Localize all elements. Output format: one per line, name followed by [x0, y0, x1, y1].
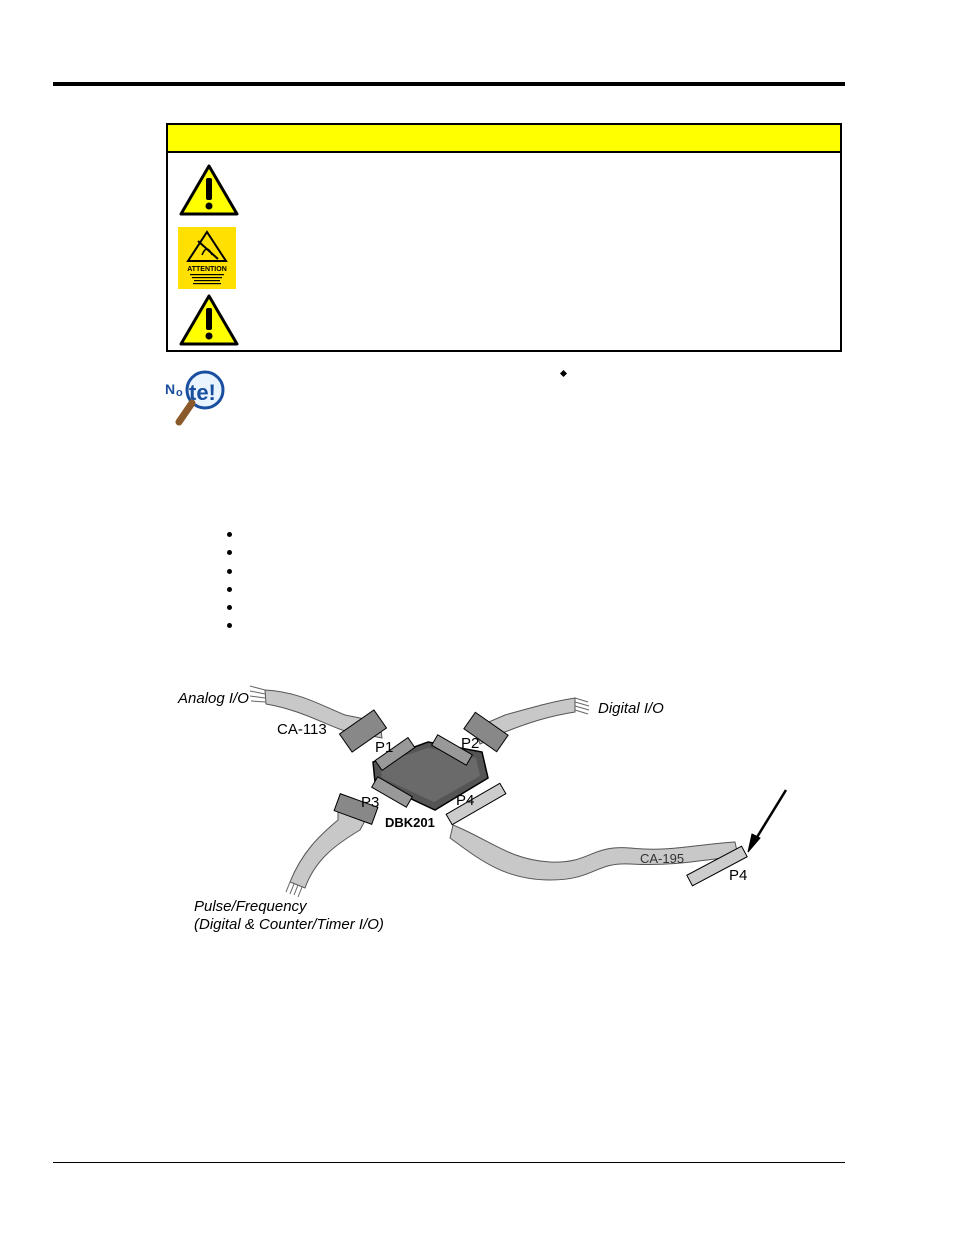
warning-panel [166, 123, 842, 352]
label-analog-io: Analog I/O [178, 690, 249, 707]
label-pulse-sub: (Digital & Counter/Timer I/O) [194, 916, 384, 933]
label-p3: P3 [361, 794, 380, 811]
pointer-arrowhead [748, 834, 760, 852]
bullet-marker [227, 550, 232, 555]
label-p1: P1 [375, 739, 394, 756]
bullet-marker [227, 532, 232, 537]
svg-text:ATTENTION: ATTENTION [187, 266, 227, 273]
caution-triangle-icon-2 [178, 293, 240, 347]
label-digital-io: Digital I/O [598, 700, 664, 717]
label-dbk201: DBK201 [385, 815, 435, 830]
label-p4-left: P4 [456, 792, 475, 809]
analog-cable-wires [250, 686, 266, 702]
svg-text:N: N [165, 381, 176, 397]
label-p4-right: P4 [729, 867, 748, 884]
digital-cable-wires [575, 698, 589, 714]
note-diamond-marker [560, 370, 567, 377]
bullet-marker [227, 587, 232, 592]
pointer-arrow [754, 790, 786, 842]
esd-attention-icon [178, 227, 236, 289]
svg-text:te!: te! [189, 380, 216, 405]
bullet-marker [227, 605, 232, 610]
svg-text:o: o [176, 387, 183, 399]
note-magnifier-icon [163, 366, 239, 428]
caution-triangle-icon [178, 163, 240, 217]
bullet-marker [227, 623, 232, 628]
bullet-marker [227, 569, 232, 574]
warning-header-band [168, 125, 840, 153]
dbk201-connection-diagram [170, 670, 810, 950]
label-ca195: CA-195 [640, 851, 685, 866]
bottom-rule [53, 1162, 845, 1163]
top-rule [53, 82, 845, 86]
pulse-cable [290, 810, 368, 888]
label-pulse-frequency: Pulse/Frequency [194, 898, 307, 915]
label-ca113: CA-113 [277, 721, 327, 738]
label-p2: P2 [461, 735, 480, 752]
